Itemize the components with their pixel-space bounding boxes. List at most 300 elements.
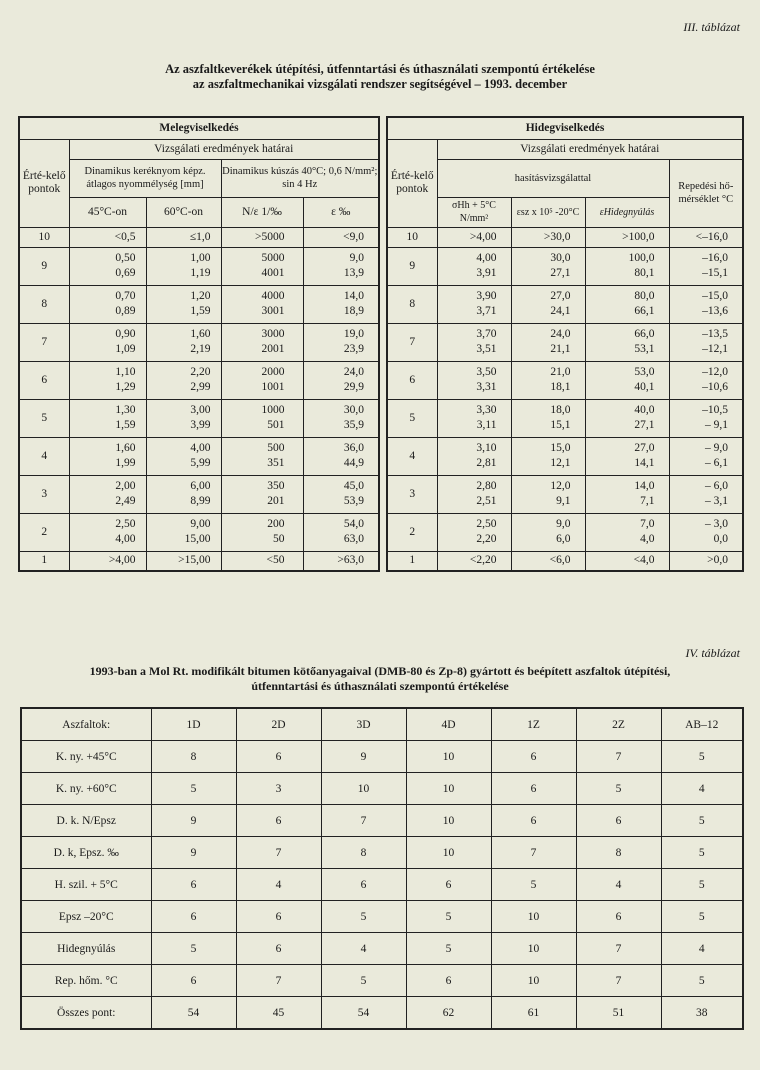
cold-crack-temp [669, 437, 743, 475]
cold-eps-cold-value: >100,0 [622, 230, 655, 243]
warm-eps [303, 437, 379, 475]
cold-crack-temp-value: –10,6 [702, 381, 729, 393]
warm-rut-45 [69, 551, 146, 571]
cold-points-header: Érté-kelő pontok [387, 139, 437, 227]
warm-rut-45-value: 0,50 [115, 252, 136, 264]
warm-eps-value: 18,9 [343, 305, 365, 317]
cold-crack-temp-value: –12,1 [702, 343, 729, 355]
cold-eps-sz-value: 6,0 [556, 533, 571, 545]
table3-title [20, 62, 740, 92]
warm-eps [303, 247, 379, 285]
cold-eps-cold-value: 80,1 [634, 267, 655, 279]
warm-n-eps-value: 2001 [261, 343, 285, 355]
cold-sigma-value: 3,30 [476, 404, 497, 416]
table4-row [21, 901, 743, 933]
cold-eps-cold-value: 53,0 [634, 366, 655, 378]
warm-rut-60-value: 4,00 [190, 442, 211, 454]
warm-n-eps [221, 437, 303, 475]
table4-cell: 5 [661, 901, 743, 933]
warm-n-eps-value: <50 [266, 554, 285, 567]
cold-eps-sz [511, 361, 585, 399]
warm-rut-60-value: 1,20 [190, 290, 211, 302]
table4-cell: 4 [576, 869, 661, 901]
table4-cell: 7 [236, 965, 321, 997]
warm-col-n-eps: N/ε 1/‰ [221, 197, 303, 227]
cold-row [387, 227, 743, 247]
table4-cell: 7 [491, 837, 576, 869]
warm-n-eps-value: 3001 [261, 305, 285, 317]
table4-cell: 6 [491, 741, 576, 773]
cold-points: 1 [387, 551, 437, 571]
warm-row [19, 513, 379, 551]
cold-sigma-value: 4,00 [476, 252, 497, 264]
cold-eps-sz-value: 24,1 [550, 305, 571, 317]
cold-col-eps-cold: εHidegnyúlás [585, 197, 669, 227]
warm-n-eps-value: 50 [273, 533, 285, 545]
table3-title-line2: az aszfaltmechanikai vizsgálati rendszer segítségével – 1993. december [192, 77, 568, 91]
warm-points: 4 [19, 437, 69, 475]
warm-n-eps [221, 475, 303, 513]
warm-eps [303, 399, 379, 437]
warm-rut-60 [146, 247, 221, 285]
warm-rut-45-value: 4,00 [115, 533, 136, 545]
warm-eps-value: 35,9 [343, 419, 365, 431]
cold-eps-sz-value: 24,0 [550, 328, 571, 340]
cold-eps-sz-value: 18,0 [550, 404, 571, 416]
warm-n-eps-value: 2000 [261, 366, 285, 378]
cold-sigma-value: 2,51 [476, 495, 497, 507]
warm-rut-60-value: 6,00 [190, 480, 211, 492]
cold-points: 10 [387, 227, 437, 247]
warm-sub-creep: Dinamikus kúszás 40°C; 0,6 N/mm²; sin 4 Hz [221, 159, 379, 197]
warm-n-eps-value: 4001 [261, 267, 285, 279]
warm-rut-60-value: 9,00 [190, 518, 211, 530]
warm-points: 10 [19, 227, 69, 247]
table4-cell: 4 [321, 933, 406, 965]
table4-cell: 8 [321, 837, 406, 869]
warm-n-eps [221, 513, 303, 551]
table4-cell: 6 [576, 901, 661, 933]
cold-eps-sz-value: 30,0 [550, 252, 571, 264]
table4-cell: 5 [661, 837, 743, 869]
warm-col-45: 45°C-on [69, 197, 146, 227]
cold-row [387, 323, 743, 361]
cold-points: 7 [387, 323, 437, 361]
warm-rut-45-value: 1,59 [115, 419, 136, 431]
warm-n-eps [221, 227, 303, 247]
cold-crack-temp [669, 361, 743, 399]
cold-eps-cold-value: <4,0 [633, 554, 655, 567]
cold-eps-cold [585, 227, 669, 247]
cold-crack-temp-value: <–16,0 [695, 230, 729, 243]
table4-cell: 10 [491, 933, 576, 965]
cold-eps-sz [511, 551, 585, 571]
warm-n-eps-value: >5000 [255, 230, 285, 243]
table4-cell: 6 [236, 901, 321, 933]
warm-rut-45-value: 2,49 [115, 495, 136, 507]
warm-sub-rut: Dinamikus keréknyom képz. átlagos nyommélység [mm] [69, 159, 221, 197]
warm-rut-60 [146, 475, 221, 513]
warm-points: 7 [19, 323, 69, 361]
warm-row [19, 323, 379, 361]
table4-cell: 4 [661, 933, 743, 965]
cold-sigma-value: 2,20 [476, 533, 497, 545]
warm-rut-45 [69, 247, 146, 285]
warm-n-eps-value: 350 [267, 480, 285, 492]
cold-col-eps-sz: εsz x 10⁵ -20°C [511, 197, 585, 227]
warm-points: 5 [19, 399, 69, 437]
warm-eps-value: 30,0 [343, 404, 365, 416]
table4-row-label: H. szil. + 5°C [21, 869, 151, 901]
table4-cell: 6 [236, 741, 321, 773]
cold-eps-cold [585, 551, 669, 571]
warm-rut-45 [69, 513, 146, 551]
table4-cell: 5 [321, 901, 406, 933]
table4-title-line2: útfenntartási és úthasználati szempontú értékelése [251, 679, 509, 693]
cold-row [387, 437, 743, 475]
warm-n-eps-value: 3000 [261, 328, 285, 340]
cold-eps-cold-value: 14,1 [634, 457, 655, 469]
warm-rut-60 [146, 323, 221, 361]
cold-eps-sz-value: 9,1 [556, 495, 571, 507]
warm-rut-45-value: 2,00 [115, 480, 136, 492]
warm-rut-45 [69, 361, 146, 399]
cold-row [387, 361, 743, 399]
cold-sigma-value: 3,10 [476, 442, 497, 454]
cold-sigma [437, 551, 511, 571]
warm-rut-45 [69, 399, 146, 437]
cold-eps-cold [585, 437, 669, 475]
table4-cell: 62 [406, 997, 491, 1030]
cold-sigma [437, 513, 511, 551]
warm-rut-60 [146, 285, 221, 323]
table4-cell: 10 [321, 773, 406, 805]
cold-eps-cold-value: 7,0 [640, 518, 655, 530]
cold-crack-temp-value: – 6,1 [705, 457, 729, 469]
warm-eps-value: 19,0 [343, 328, 365, 340]
cold-eps-sz [511, 227, 585, 247]
warm-row [19, 551, 379, 571]
table4-row [21, 805, 743, 837]
table4-cell: 10 [406, 837, 491, 869]
warm-eps [303, 227, 379, 247]
cold-sigma [437, 437, 511, 475]
table4-cell: 7 [236, 837, 321, 869]
table3-cold [386, 116, 744, 572]
cold-eps-sz-value: <6,0 [549, 554, 571, 567]
warm-eps [303, 361, 379, 399]
table4-cell: 9 [151, 837, 236, 869]
table4-row [21, 965, 743, 997]
table4-cell: 6 [491, 805, 576, 837]
cold-eps-sz-value: 12,1 [550, 457, 571, 469]
cold-eps-cold [585, 361, 669, 399]
table4-cell: 54 [151, 997, 236, 1030]
cold-eps-sz [511, 247, 585, 285]
table4-header-cell: 1D [151, 708, 236, 741]
table3-label: III. táblázat [683, 20, 740, 34]
cold-sigma [437, 285, 511, 323]
warm-rut-60 [146, 551, 221, 571]
cold-eps-sz-value: 27,0 [550, 290, 571, 302]
warm-n-eps-value: 501 [267, 419, 285, 431]
cold-eps-sz [511, 513, 585, 551]
table4-header-row [21, 708, 743, 741]
cold-eps-sz-value: 12,0 [550, 480, 571, 492]
cold-eps-cold-value: 27,0 [634, 442, 655, 454]
warm-row [19, 437, 379, 475]
cold-crack-temp-value: >0,0 [707, 554, 729, 567]
warm-rut-45-value: 1,29 [115, 381, 136, 393]
cold-crack-temp-value: –13,5 [702, 328, 729, 340]
cold-eps-sz-value: 21,1 [550, 343, 571, 355]
table4-header-cell: 1Z [491, 708, 576, 741]
table4-cell: 6 [151, 965, 236, 997]
table4-cell: 5 [151, 773, 236, 805]
table4-label: IV. táblázat [685, 646, 740, 660]
table4-cell: 6 [236, 805, 321, 837]
cold-points: 3 [387, 475, 437, 513]
warm-rut-60-value: 8,99 [190, 495, 211, 507]
table4-cell: 6 [151, 901, 236, 933]
cold-crack-temp [669, 513, 743, 551]
warm-eps-value: <9,0 [343, 230, 365, 243]
cold-crack-temp-value: –10,5 [702, 404, 729, 416]
cold-eps-sz-value: 15,0 [550, 442, 571, 454]
cold-crack-temp-value: 0,0 [713, 533, 729, 545]
cold-sigma [437, 323, 511, 361]
cold-sigma [437, 247, 511, 285]
cold-eps-sz [511, 399, 585, 437]
cold-crack-temp-value: –12,0 [702, 366, 729, 378]
table4-title [20, 664, 740, 694]
warm-rut-60-value: ≤1,0 [189, 230, 211, 243]
cold-eps-sz-value: 15,1 [550, 419, 571, 431]
cold-eps-sz [511, 475, 585, 513]
cold-eps-cold-value: 40,0 [634, 404, 655, 416]
warm-rut-45-value: 1,30 [115, 404, 136, 416]
table4-row-label: Hidegnyúlás [21, 933, 151, 965]
warm-n-eps-value: 4000 [261, 290, 285, 302]
table4-cell: 5 [576, 773, 661, 805]
cold-eps-cold [585, 323, 669, 361]
cold-eps-cold [585, 475, 669, 513]
cold-group-title: Hidegviselkedés [387, 117, 743, 139]
warm-eps-value: 63,0 [343, 533, 365, 545]
table4-cell: 61 [491, 997, 576, 1030]
cold-crack-temp-value: –15,0 [702, 290, 729, 302]
warm-n-eps [221, 247, 303, 285]
warm-rut-45-value: <0,5 [114, 230, 136, 243]
warm-col-60: 60°C-on [146, 197, 221, 227]
cold-eps-cold-value: 14,0 [634, 480, 655, 492]
table4-cell: 7 [576, 933, 661, 965]
warm-rut-60-value: 2,20 [190, 366, 211, 378]
cold-sigma-value: 3,71 [476, 305, 497, 317]
cold-points: 5 [387, 399, 437, 437]
warm-rut-60 [146, 361, 221, 399]
warm-eps-value: 45,0 [343, 480, 365, 492]
warm-n-eps-value: 500 [267, 442, 285, 454]
table4-title-line1: 1993-ban a Mol Rt. modifikált bitumen kötőanyagaival (DMB-80 és Zp-8) gyártott és beépített aszfaltok útépítési, [89, 664, 671, 678]
warm-eps-value: 24,0 [343, 366, 365, 378]
warm-rut-45 [69, 285, 146, 323]
cold-crack-temp [669, 247, 743, 285]
warm-eps [303, 513, 379, 551]
cold-sigma [437, 227, 511, 247]
warm-n-eps-value: 200 [267, 518, 285, 530]
cold-sigma [437, 361, 511, 399]
warm-rut-45-value: 0,89 [115, 305, 136, 317]
table4-cell: 3 [236, 773, 321, 805]
table4-cell: 10 [406, 805, 491, 837]
table4-cell: 5 [661, 965, 743, 997]
table4-row [21, 837, 743, 869]
cold-crack-temp [669, 399, 743, 437]
cold-eps-sz [511, 323, 585, 361]
cold-crack-temp-value: –13,6 [702, 305, 729, 317]
cold-col-sigma: σHh + 5°C N/mm² [437, 197, 511, 227]
warm-row [19, 247, 379, 285]
table4-header-cell: 2Z [576, 708, 661, 741]
warm-rut-45 [69, 475, 146, 513]
cold-eps-cold-value: 66,1 [634, 305, 655, 317]
table4-cell: 8 [151, 741, 236, 773]
warm-eps-value: 14,0 [343, 290, 365, 302]
cold-sigma [437, 399, 511, 437]
cold-eps-sz-value: 18,1 [550, 381, 571, 393]
table4-header-cell: 3D [321, 708, 406, 741]
warm-rut-45 [69, 437, 146, 475]
warm-rut-45 [69, 227, 146, 247]
cold-sigma-value: 3,11 [476, 419, 497, 431]
table4 [20, 707, 744, 1030]
table4-row-label: Összes pont: [21, 997, 151, 1030]
table4-header-cell: 4D [406, 708, 491, 741]
warm-rut-60-value: 3,99 [190, 419, 211, 431]
warm-rut-60-value: 1,60 [190, 328, 211, 340]
warm-eps [303, 551, 379, 571]
table4-cell: 9 [151, 805, 236, 837]
table4-cell: 5 [151, 933, 236, 965]
warm-rut-60-value: 3,00 [190, 404, 211, 416]
table4-cell: 6 [406, 965, 491, 997]
cold-eps-cold-value: 100,0 [628, 252, 655, 264]
table4-cell: 8 [576, 837, 661, 869]
cold-crack-temp [669, 323, 743, 361]
table4-cell: 10 [406, 773, 491, 805]
cold-eps-cold-value: 27,1 [634, 419, 655, 431]
cold-points: 8 [387, 285, 437, 323]
cold-eps-cold [585, 247, 669, 285]
cold-sigma-value: 3,51 [476, 343, 497, 355]
warm-eps-value: 44,9 [343, 457, 365, 469]
cold-crack-temp-value: – 3,0 [705, 518, 729, 530]
table4-cell: 7 [576, 965, 661, 997]
cold-points: 2 [387, 513, 437, 551]
cold-sigma [437, 475, 511, 513]
warm-n-eps-value: 5000 [261, 252, 285, 264]
cold-sigma-value: 2,50 [476, 518, 497, 530]
cold-eps-sz-value: 21,0 [550, 366, 571, 378]
warm-rut-45-value: 1,60 [115, 442, 136, 454]
warm-rut-60 [146, 513, 221, 551]
table4-cell: 10 [491, 965, 576, 997]
cold-sigma-value: 2,80 [476, 480, 497, 492]
warm-rut-60-value: 5,99 [190, 457, 211, 469]
warm-limits-header: Vizsgálati eredmények határai [69, 139, 379, 159]
warm-rut-60-value: 15,00 [184, 533, 211, 545]
cold-sub-split: hasításvizsgálattal [437, 159, 669, 197]
warm-points: 3 [19, 475, 69, 513]
cold-sigma-value: 3,31 [476, 381, 497, 393]
cold-eps-cold-value: 66,0 [634, 328, 655, 340]
table4-row-label: K. ny. +45°C [21, 741, 151, 773]
table4-cell: 4 [236, 869, 321, 901]
table4-cell: 5 [661, 805, 743, 837]
warm-rut-60-value: 1,00 [190, 252, 211, 264]
table4-cell: 4 [661, 773, 743, 805]
warm-rut-45-value: 1,09 [115, 343, 136, 355]
cold-crack-temp-value: –16,0 [702, 252, 729, 264]
cold-eps-cold-value: 40,1 [634, 381, 655, 393]
warm-rut-60-value: 2,19 [190, 343, 211, 355]
cold-points: 9 [387, 247, 437, 285]
cold-crack-temp-value: – 9,0 [705, 442, 729, 454]
cold-sigma-value: 3,91 [476, 267, 497, 279]
warm-col-eps: ε ‰ [303, 197, 379, 227]
cold-eps-cold-value: 53,1 [634, 343, 655, 355]
cold-crack-temp-value: – 6,0 [705, 480, 729, 492]
table4-cell: 6 [406, 869, 491, 901]
cold-eps-cold-value: 80,0 [634, 290, 655, 302]
table4-cell: 6 [151, 869, 236, 901]
warm-row [19, 361, 379, 399]
warm-points: 2 [19, 513, 69, 551]
warm-rut-60-value: >15,00 [178, 554, 211, 567]
warm-points: 9 [19, 247, 69, 285]
warm-n-eps [221, 399, 303, 437]
warm-eps [303, 475, 379, 513]
table4-row-label: D. k. N/Epsz [21, 805, 151, 837]
cold-eps-cold [585, 285, 669, 323]
cold-eps-cold [585, 513, 669, 551]
warm-eps-value: 9,0 [349, 252, 365, 264]
table4-row-label: Epsz –20°C [21, 901, 151, 933]
table4-cell: 10 [491, 901, 576, 933]
cold-eps-cold-value: 4,0 [640, 533, 655, 545]
cold-eps-cold [585, 399, 669, 437]
table4-row [21, 869, 743, 901]
warm-eps-value: 54,0 [343, 518, 365, 530]
cold-sigma-value: >4,00 [469, 230, 497, 243]
warm-n-eps [221, 361, 303, 399]
cold-sigma-value: <2,20 [469, 554, 497, 567]
warm-row [19, 399, 379, 437]
table4-row-label: Rep. hőm. °C [21, 965, 151, 997]
warm-rut-60-value: 1,59 [190, 305, 211, 317]
warm-eps [303, 323, 379, 361]
warm-group-title: Melegviselkedés [19, 117, 379, 139]
table4-row [21, 773, 743, 805]
table4-cell: 54 [321, 997, 406, 1030]
warm-rut-60 [146, 437, 221, 475]
table4-cell: 9 [321, 741, 406, 773]
warm-rut-60 [146, 399, 221, 437]
table4-cell: 5 [661, 741, 743, 773]
cold-sigma-value: 3,90 [476, 290, 497, 302]
table4-row-label: D. k, Epsz. ‰ [21, 837, 151, 869]
